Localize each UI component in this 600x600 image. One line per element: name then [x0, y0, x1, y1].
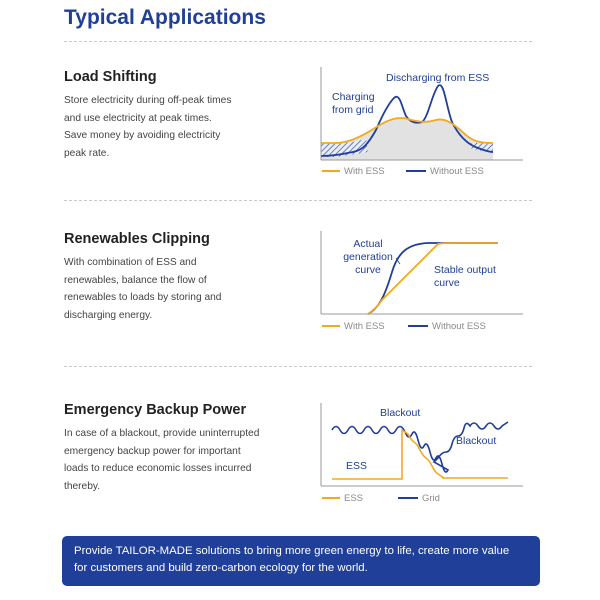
divider	[64, 41, 532, 42]
section-text-emergency-backup	[64, 425, 279, 495]
text-line: In case of a blackout, provide uninterrupted	[64, 428, 260, 439]
banner-line: for customers and build zero-carbon ecology for the world.	[74, 562, 368, 574]
annotation-curve: curve	[355, 264, 381, 276]
emergency-backup-diagram	[318, 400, 528, 528]
section-title-load-shifting: Load Shifting	[64, 69, 157, 85]
legend-with-ess: With ESS	[344, 321, 385, 332]
legend-grid: Grid	[422, 493, 440, 504]
annotation-from-grid: from grid	[332, 104, 374, 116]
page-title: Typical Applications	[64, 6, 266, 29]
annotation-curve-2: curve	[434, 277, 460, 289]
text-line: Save money by avoiding electricity	[64, 130, 221, 141]
text-line: emergency backup power for important	[64, 445, 241, 457]
legend-ess: ESS	[344, 493, 364, 504]
summary-banner	[62, 536, 540, 586]
text-line: renewables, balance the flow of	[64, 274, 207, 286]
load-shifting-svg	[318, 64, 528, 192]
annotation-blackout-2: Blackout	[456, 435, 497, 447]
legend-with-ess: With ESS	[344, 166, 385, 177]
legend-without-ess: Without ESS	[432, 321, 486, 332]
divider	[64, 366, 532, 367]
annotation-ess: ESS	[346, 460, 368, 472]
divider	[64, 200, 532, 201]
text-line: With combination of ESS and	[64, 257, 197, 268]
text-line: and use electricity at peak times.	[64, 112, 212, 124]
annotation-stable-output: Stable output	[434, 264, 496, 276]
text-line: thereby.	[64, 480, 101, 492]
section-text-load-shifting	[64, 92, 279, 162]
annotation-discharging: Discharging from ESS	[386, 72, 490, 84]
annotation-charging: Charging	[332, 91, 375, 103]
renewables-clipping-svg	[318, 228, 528, 356]
annotation-generation: generation	[343, 251, 393, 263]
renewables-clipping-diagram	[318, 228, 528, 356]
banner-line: Provide TAILOR-MADE solutions to bring more green energy to life, create more value	[74, 545, 510, 557]
section-title-renewables-clipping: Renewables Clipping	[64, 231, 210, 247]
annotation-actual: Actual	[353, 238, 383, 250]
section-text-renewables-clipping	[64, 254, 279, 324]
section-title-emergency-backup: Emergency Backup Power	[64, 402, 247, 418]
text-line: renewables to loads by storing and	[64, 292, 222, 303]
load-shifting-diagram	[318, 64, 528, 192]
legend-without-ess: Without ESS	[430, 166, 484, 177]
annotation-blackout-1: Blackout	[380, 407, 421, 419]
emergency-backup-svg	[318, 400, 528, 528]
text-line: Store electricity during off-peak times	[64, 95, 232, 106]
text-line: loads to reduce economic losses incurred	[64, 463, 252, 474]
text-line: peak rate.	[64, 147, 110, 159]
text-line: discharging energy.	[64, 309, 153, 321]
